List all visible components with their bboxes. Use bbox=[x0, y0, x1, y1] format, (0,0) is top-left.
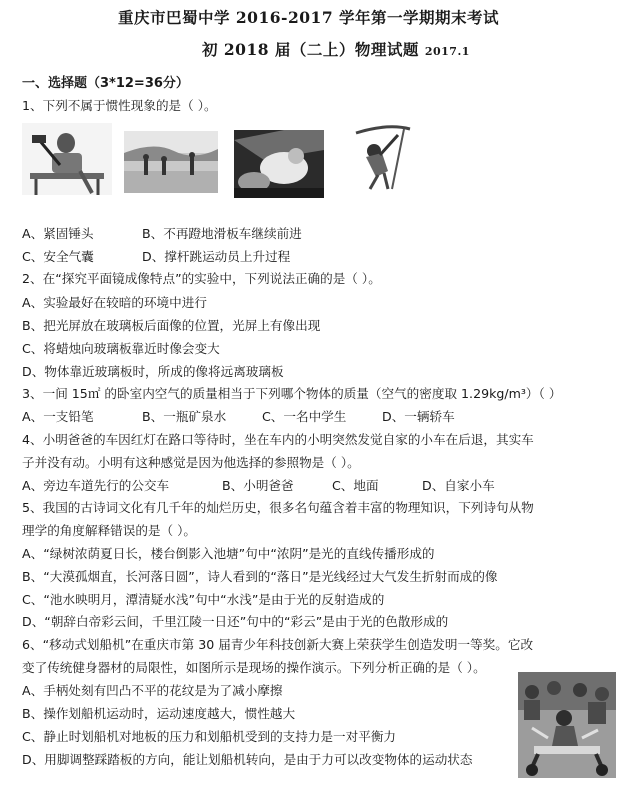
q2-option-c: C、将蜡烛向玻璃板靠近时像会变大 bbox=[22, 341, 220, 356]
q4-option-b: B、小明爸爸 bbox=[222, 478, 294, 493]
question-5-stem-line2: 理学的角度解释错误的是（ ）。 bbox=[22, 523, 197, 538]
q2-option-d: D、物体靠近玻璃板时，所成的像将远离玻璃板 bbox=[22, 364, 284, 379]
q2-option-a: A、实验最好在较暗的环境中进行 bbox=[22, 295, 207, 310]
question-6-stem-line1: 6、“移动式划船机”在重庆市第 30 届青少年科技创新大赛上荣获学生创造发明一等奖。它改 bbox=[22, 637, 534, 652]
q2-option-b: B、把光屏放在玻璃板后面像的位置，光屏上有像出现 bbox=[22, 318, 321, 333]
exam-title: 重庆市巴蜀中学 2016-2017 学年第一学期期末考试 bbox=[118, 8, 500, 27]
question-4-stem-line1: 4、小明爸爸的车因红灯在路口等待时，坐在车内的小明突然发觉自家的小车在后退，其实车 bbox=[22, 432, 534, 447]
q6-option-c: C、静止时划船机对地板的压力和划船机受到的支持力是一对平衡力 bbox=[22, 729, 397, 744]
q3-option-c: C、一名中学生 bbox=[262, 409, 347, 424]
subtitle-date: 2017.1 bbox=[424, 45, 470, 58]
q1-option-d: D、撑杆跳运动员上升过程 bbox=[142, 249, 291, 264]
pole-vault-photo bbox=[348, 123, 418, 195]
q4-option-a: A、旁边车道先行的公交车 bbox=[22, 478, 170, 493]
question-3-stem: 3、一间 15㎡ 的卧室内空气的质量相当于下列哪个物体的质量（空气的密度取 1.29kg/m³）（ ） bbox=[22, 386, 562, 401]
section-heading: 一、选择题（3*12=36分） bbox=[22, 76, 189, 91]
q3-option-a: A、一支铅笔 bbox=[22, 409, 94, 424]
q3-option-b: B、一瓶矿泉水 bbox=[142, 409, 227, 424]
q5-option-d: D、“朝辞白帝彩云间，千里江陵一日还”句中的“彩云”是由于光的色散形成的 bbox=[22, 614, 449, 629]
q6-option-b: B、操作划船机运动时，运动速度越大，惯性越大 bbox=[22, 706, 296, 721]
question-4-stem-line2: 子并没有动。小明有这种感觉是因为他选择的参照物是（ ）。 bbox=[22, 455, 360, 470]
rowing-machine-photo bbox=[518, 672, 616, 778]
q4-option-d: D、自家小车 bbox=[422, 478, 495, 493]
q5-option-b: B、“大漠孤烟直，长河落日圆”，诗人看到的“落日”是光线经过大气发生折射而成的像 bbox=[22, 569, 498, 584]
question-1-stem: 1、下列不属于惯性现象的是（ ）。 bbox=[22, 98, 217, 113]
q1-option-b: B、不再蹬地滑板车继续前进 bbox=[142, 226, 302, 241]
q5-option-c: C、“池水映明月，潭清疑水浅”句中“水浅”是由于光的反射造成的 bbox=[22, 592, 385, 607]
exam-subtitle bbox=[202, 38, 470, 60]
q3-option-d: D、一辆轿车 bbox=[382, 409, 455, 424]
question-2-stem: 2、在“探究平面镜成像特点”的实验中，下列说法正确的是（ ）。 bbox=[22, 271, 381, 286]
subtitle-main: 初 2018 届（二上）物理试题 bbox=[202, 40, 419, 59]
q6-option-d: D、用脚调整踩踏板的方向，能让划船机转向，是由于力可以改变物体的运动状态 bbox=[22, 752, 473, 767]
q5-option-a: A、“绿树浓荫夏日长，楼台倒影入池塘”句中“浓阴”是光的直线传播形成的 bbox=[22, 546, 435, 561]
q6-option-a: A、手柄处刻有凹凸不平的花纹是为了减小摩擦 bbox=[22, 683, 283, 698]
q1-option-c: C、安全气囊 bbox=[22, 249, 94, 264]
question-5-stem-line1: 5、我国的古诗词文化有几千年的灿烂历史，很多名句蕴含着丰富的物理知识，下列诗句从物 bbox=[22, 500, 534, 515]
scooter-photo bbox=[124, 131, 218, 193]
q4-option-c: C、地面 bbox=[332, 478, 379, 493]
hammer-photo bbox=[22, 123, 112, 195]
q1-option-a: A、紧固锤头 bbox=[22, 226, 94, 241]
airbag-photo bbox=[234, 130, 324, 198]
question-6-stem-line2: 变了传统健身器材的局限性，如图所示是现场的操作演示。下列分析正确的是（ ）。 bbox=[22, 660, 486, 675]
